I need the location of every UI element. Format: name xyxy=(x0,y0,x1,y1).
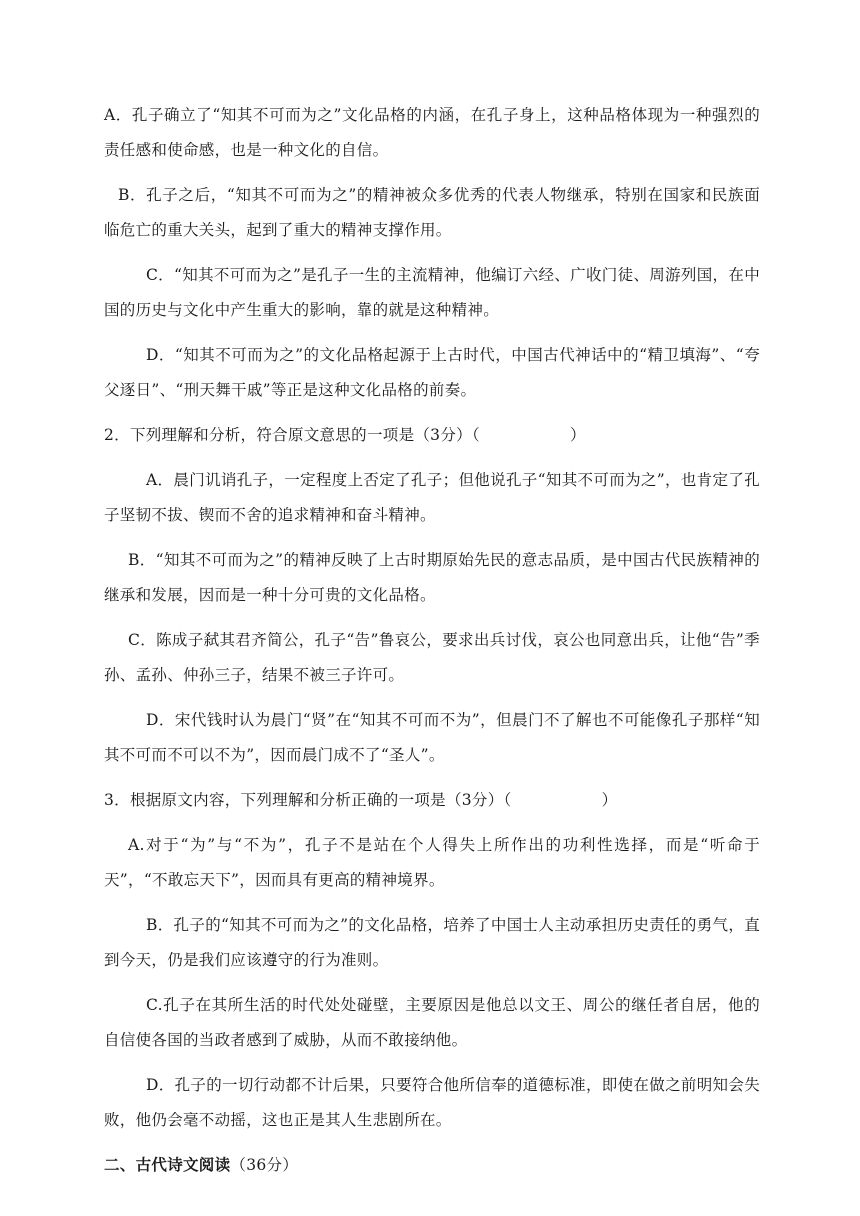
q2-option-c: C．陈成子弑其君齐简公，孔子“告”鲁哀公，要求出兵讨伐，哀公也同意出兵，让他“告”季孙、孟孙、仲孙三子，结果不被三子许可。 xyxy=(104,631,760,684)
q3-option-c: C.孔子在其所生活的时代处处碰壁，主要原因是他总以文王、周公的继任者自居，他的自信使各国的当政者感到了威胁，从而不敢接纳他。 xyxy=(104,996,760,1049)
question-3-close: ） xyxy=(601,791,618,809)
q2-option-a: A．晨门讥诮孔子，一定程度上否定了孔子；但他说孔子“知其不可而为之”，也肯定了孔子坚韧不拔、锲而不舍的追求精神和奋斗精神。 xyxy=(104,471,760,524)
question-3-text: 3．根据原文内容，下列理解和分析正确的一项是（3分）（ xyxy=(104,791,512,809)
question-3-stem xyxy=(104,783,760,818)
q1-option-d: D．“知其不可而为之”的文化品格起源于上古时代，中国古代神话中的“精卫填海”、“夸父逐日”、“刑天舞干戚”等正是这种文化品格的前奏。 xyxy=(104,346,760,399)
question-2-close: ） xyxy=(569,426,586,444)
section-heading xyxy=(104,1148,760,1183)
q3-option-d: D．孔子的一切行动都不计后果，只要符合他所信奉的道德标准，即使在做之前明知会失败，他仍会毫不动摇，这也正是其人生悲剧所在。 xyxy=(104,1076,760,1129)
q1-option-b: B．孔子之后，“知其不可而为之”的精神被众多优秀的代表人物继承，特别在国家和民族面临危亡的重大关头，起到了重大的精神支撑作用。 xyxy=(104,186,760,239)
document-page xyxy=(104,98,760,1183)
q1-option-c: C．“知其不可而为之”是孔子一生的主流精神，他编订六经、广收门徒、周游列国，在中国的历史与文化中产生重大的影响，靠的就是这种精神。 xyxy=(104,266,760,319)
q2-option-b: B．“知其不可而为之”的精神反映了上古时期原始先民的意志品质，是中国古代民族精神的继承和发展，因而是一种十分可贵的文化品格。 xyxy=(104,551,760,604)
section-title: 二、古代诗文阅读 xyxy=(104,1156,231,1174)
question-2-stem xyxy=(104,418,760,453)
q2-option-d: D．宋代钱时认为晨门“贤”在“知其不可而不为”，但晨门不了解也不可能像孔子那样“知其不可而不可以不为”，因而晨门成不了“圣人”。 xyxy=(104,711,760,764)
section-score: （36分） xyxy=(230,1156,299,1174)
q3-option-a: A.对于“为”与“不为”，孔子不是站在个人得失上所作出的功利性选择，而是“听命于天”，“不敢忘天下”，因而具有更高的精神境界。 xyxy=(104,836,760,889)
q1-option-a: A．孔子确立了“知其不可而为之”文化品格的内涵，在孔子身上，这种品格体现为一种强烈的责任感和使命感，也是一种文化的自信。 xyxy=(104,106,760,159)
question-2-text: 2．下列理解和分析，符合原文意思的一项是（3分）（ xyxy=(104,426,480,444)
q3-option-b: B．孔子的“知其不可而为之”的文化品格，培养了中国士人主动承担历史责任的勇气，直到今天，仍是我们应该遵守的行为准则。 xyxy=(104,916,760,969)
